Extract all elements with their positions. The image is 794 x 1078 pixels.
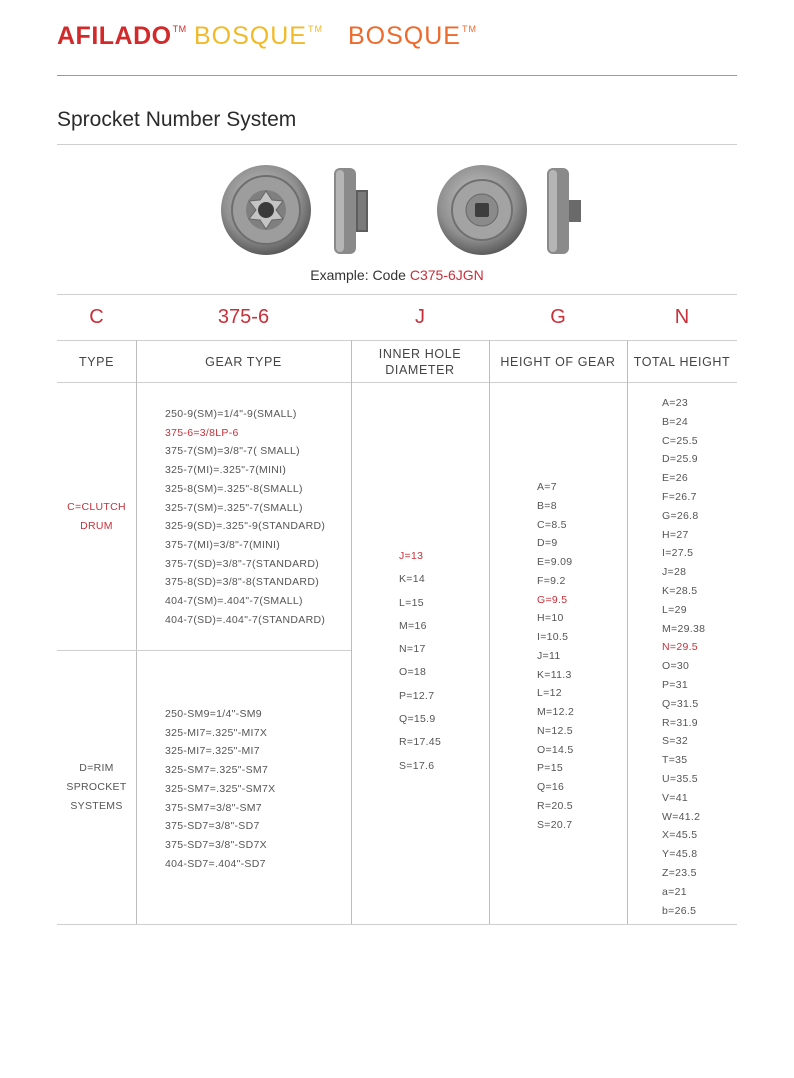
list-item: K=11.3 — [537, 668, 572, 681]
list-item: F=9.2 — [537, 574, 566, 587]
type-rim-sprocket — [57, 759, 136, 816]
list-item: L=29 — [662, 603, 687, 616]
code-letter-total-height: N — [674, 306, 690, 328]
list-item: L=15 — [399, 596, 424, 609]
afilado-logo-text: AFILADO — [57, 22, 172, 50]
list-item: S=32 — [662, 735, 689, 748]
bosque-logo-orange-text: BOSQUE — [348, 22, 461, 50]
list-item: 325-SM7=.325"-SM7 — [165, 764, 269, 777]
list-item: P=31 — [662, 678, 689, 691]
list-item: 325-MI7=.325"-MI7 — [165, 745, 260, 758]
list-item: 325-7(MI)=.325"-7(MINI) — [165, 464, 287, 477]
list-item: R=20.5 — [537, 799, 573, 812]
clutch-drum-front-image — [220, 164, 312, 256]
list-item: Z=23.5 — [662, 866, 697, 879]
column-divider — [136, 340, 137, 925]
bosque-logo-orange — [348, 22, 477, 51]
page-title: Sprocket Number System — [57, 108, 297, 131]
rim-sprocket-front-image — [436, 164, 528, 256]
list-item: D=25.9 — [662, 453, 698, 466]
list-item: G=26.8 — [662, 509, 699, 522]
gear-height-list — [537, 478, 574, 834]
list-item: E=9.09 — [537, 556, 573, 568]
list-item: I=10.5 — [537, 631, 569, 643]
trademark: TM — [461, 24, 477, 34]
list-item: O=14.5 — [537, 743, 574, 756]
code-letter-type: C — [89, 306, 104, 328]
header-row-divider — [57, 382, 737, 383]
afilado-logo — [57, 22, 187, 51]
clutch-drum-side-image — [332, 166, 370, 256]
list-item: 375-7(MI)=3/8"-7(MINI) — [165, 538, 281, 551]
list-item: U=35.5 — [662, 772, 698, 785]
column-header-inner-hole — [351, 342, 489, 382]
code-letter-inner-hole: J — [415, 306, 425, 328]
column-divider — [627, 340, 628, 925]
list-item: A=23 — [662, 397, 689, 409]
list-item: 325-9(SD)=.325"-9(STANDARD) — [165, 520, 326, 533]
list-item: K=14 — [399, 573, 426, 586]
list-item: 375-SD7=3/8"-SD7X — [165, 838, 267, 851]
list-item: Q=31.5 — [662, 697, 699, 710]
list-item: 375-7(SM)=3/8"-7( SMALL) — [165, 445, 300, 458]
list-item: E=26 — [662, 472, 689, 485]
list-item: N=29.5 — [662, 641, 698, 654]
list-item: Y=45.8 — [662, 848, 698, 861]
column-header-inner-hole-line1: INNER HOLE — [378, 347, 462, 361]
example-label: Example: Code — [310, 267, 406, 283]
type-row-divider — [57, 650, 351, 651]
list-item: Q=15.9 — [399, 713, 436, 726]
column-header-gear-height: HEIGHT OF GEAR — [500, 355, 616, 369]
list-item: B=24 — [662, 415, 689, 428]
list-item: H=10 — [537, 612, 564, 625]
list-item: 375-8(SD)=3/8"-8(STANDARD) — [165, 576, 319, 589]
list-item: C=8.5 — [537, 518, 567, 531]
list-item: J=13 — [399, 550, 424, 562]
list-item: D=9 — [537, 537, 558, 550]
list-item: 375-7(SD)=3/8"-7(STANDARD) — [165, 557, 319, 570]
code-letter-gear-type: 375-6 — [217, 306, 270, 328]
list-item: 250-SM9=1/4"-SM9 — [165, 708, 262, 720]
type-rim-line1: D=RIM — [79, 762, 114, 774]
column-divider — [351, 340, 352, 925]
type-clutch-drum — [57, 498, 136, 536]
example-code: C375-6JGN — [409, 267, 484, 283]
letters-divider — [57, 340, 737, 341]
column-header-gear-type: GEAR TYPE — [205, 355, 282, 369]
list-item: L=12 — [537, 687, 562, 700]
list-item: M=29.38 — [662, 622, 706, 635]
list-item: 404-SD7=.404"-SD7 — [165, 857, 266, 870]
table-top-divider — [57, 294, 737, 295]
type-rim-line3: SYSTEMS — [70, 800, 123, 812]
list-item: O=30 — [662, 660, 690, 673]
list-item: P=12.7 — [399, 689, 435, 702]
list-item: J=28 — [662, 566, 687, 579]
list-item: I=27.5 — [662, 547, 694, 560]
list-item: 375-6=3/8LP-6 — [165, 426, 239, 439]
list-item: T=35 — [662, 754, 688, 767]
list-item: a=21 — [662, 885, 687, 898]
list-item: H=27 — [662, 528, 689, 541]
title-divider — [57, 144, 737, 145]
table-bottom-divider — [57, 924, 737, 925]
type-clutch-line2: DRUM — [80, 520, 113, 532]
list-item: R=31.9 — [662, 716, 698, 729]
list-item: 250-9(SM)=1/4"-9(SMALL) — [165, 408, 297, 420]
list-item: 325-SM7=.325"-SM7X — [165, 782, 276, 795]
example-code-caption — [0, 267, 794, 283]
list-item: K=28.5 — [662, 584, 698, 597]
list-item: F=26.7 — [662, 490, 697, 503]
code-letter-gear-height: G — [550, 306, 566, 328]
list-item: Q=16 — [537, 781, 565, 793]
gear-type-rim-list — [165, 705, 275, 873]
list-item: V=41 — [662, 791, 689, 804]
trademark: TM — [307, 24, 323, 34]
column-header-total-height: TOTAL HEIGHT — [633, 355, 731, 369]
list-item: 325-MI7=.325"-MI7X — [165, 726, 268, 739]
list-item: S=17.6 — [399, 759, 435, 772]
list-item: X=45.5 — [662, 829, 698, 842]
list-item: J=11 — [537, 649, 561, 662]
list-item: 325-7(SM)=.325"-7(SMALL) — [165, 501, 303, 514]
inner-hole-list — [399, 545, 441, 778]
list-item: B=8 — [537, 499, 557, 512]
list-item: M=12.2 — [537, 706, 575, 718]
type-clutch-line1: C=CLUTCH — [67, 501, 126, 513]
list-item: N=17 — [399, 643, 426, 656]
gear-type-clutch-list — [165, 405, 325, 629]
rim-sprocket-side-image — [545, 166, 585, 256]
list-item: C=25.5 — [662, 434, 698, 447]
header-divider — [57, 75, 737, 76]
column-header-inner-hole-line2: DIAMETER — [385, 363, 455, 377]
column-header-type: TYPE — [78, 355, 115, 369]
list-item: S=20.7 — [537, 818, 573, 831]
type-rim-line2: SPROCKET — [66, 781, 127, 793]
total-height-list — [662, 394, 705, 920]
trademark: TM — [172, 24, 187, 34]
list-item: G=9.5 — [537, 593, 568, 606]
list-item: M=16 — [399, 619, 427, 632]
list-item: 404-7(SM)=.404"-7(SMALL) — [165, 595, 303, 608]
list-item: W=41.2 — [662, 810, 701, 823]
list-item: A=7 — [537, 481, 557, 493]
list-item: 325-8(SM)=.325"-8(SMALL) — [165, 482, 303, 495]
list-item: N=12.5 — [537, 724, 573, 737]
list-item: 375-SM7=3/8"-SM7 — [165, 801, 262, 814]
list-item: 375-SD7=3/8"-SD7 — [165, 820, 260, 833]
list-item: b=26.5 — [662, 904, 697, 917]
column-divider — [489, 340, 490, 925]
list-item: O=18 — [399, 666, 427, 679]
bosque-logo-yellow-text: BOSQUE — [194, 22, 307, 50]
list-item: P=15 — [537, 762, 564, 775]
list-item: R=17.45 — [399, 736, 442, 749]
bosque-logo-yellow — [194, 22, 323, 51]
list-item: 404-7(SD)=.404"-7(STANDARD) — [165, 613, 326, 626]
